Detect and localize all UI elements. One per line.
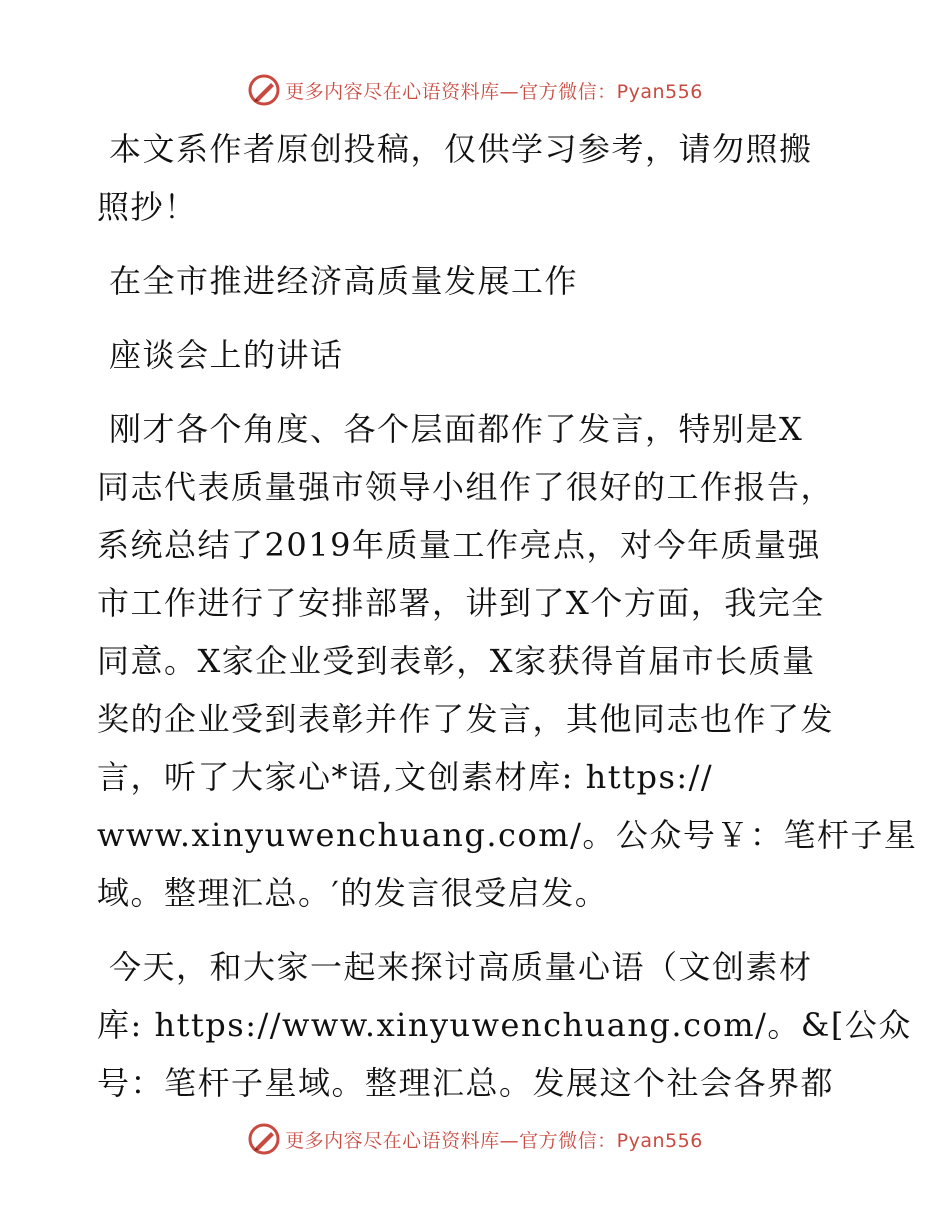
watermark-text: 更多内容尽在心语资料库—官方微信：Pyan556 bbox=[285, 1129, 703, 1152]
text-line: 同志代表质量强市领导小组作了很好的工作报告， bbox=[97, 468, 835, 506]
text-line: 刚才各个角度、各个层面都作了发言，特别是X bbox=[109, 410, 804, 448]
watermark-text: 更多内容尽在心语资料库—官方微信：Pyan556 bbox=[285, 80, 703, 103]
text-line: 号：笔杆子星域。整理汇总。发展这个社会各界都 bbox=[97, 1064, 835, 1102]
disclaimer-line: 照抄！ bbox=[97, 188, 198, 226]
pen-logo-icon bbox=[247, 1122, 281, 1156]
watermark-banner-bottom bbox=[0, 1121, 950, 1157]
speech-title-line-2: 座谈会上的讲话 bbox=[109, 336, 344, 374]
speech-title-line-1: 在全市推进经济高质量发展工作 bbox=[109, 262, 579, 300]
pen-logo-icon bbox=[247, 73, 281, 107]
watermark-banner-top bbox=[0, 72, 950, 108]
text-line: 言，听了大家心*语,文创素材库: https:// bbox=[97, 758, 714, 796]
text-line: 域。整理汇总。′的发言很受启发。 bbox=[97, 874, 609, 912]
text-line: 市工作进行了安排部署，讲到了X个方面，我完全 bbox=[97, 584, 825, 622]
text-line: 今天，和大家一起来探讨高质量心语（文创素材 bbox=[109, 948, 813, 986]
disclaimer bbox=[97, 120, 857, 236]
disclaimer-line: 本文系作者原创投稿，仅供学习参考，请勿照搬 bbox=[109, 130, 813, 168]
text-line: 奖的企业受到表彰并作了发言，其他同志也作了发 bbox=[97, 700, 835, 738]
text-line: 同意。X家企业受到表彰，X家获得首届市长质量 bbox=[97, 642, 816, 680]
text-line: www.xinyuwenchuang.com/。公众号￥：笔杆子星 bbox=[97, 816, 918, 854]
document-body bbox=[97, 120, 918, 1128]
body-paragraph-2 bbox=[97, 938, 912, 1112]
body-paragraph-1 bbox=[97, 400, 918, 922]
text-line: 库: https://www.xinyuwenchuang.com/。&[公众 bbox=[97, 1006, 912, 1044]
text-line: 系统总结了2019年质量工作亮点，对今年质量强 bbox=[97, 526, 821, 564]
